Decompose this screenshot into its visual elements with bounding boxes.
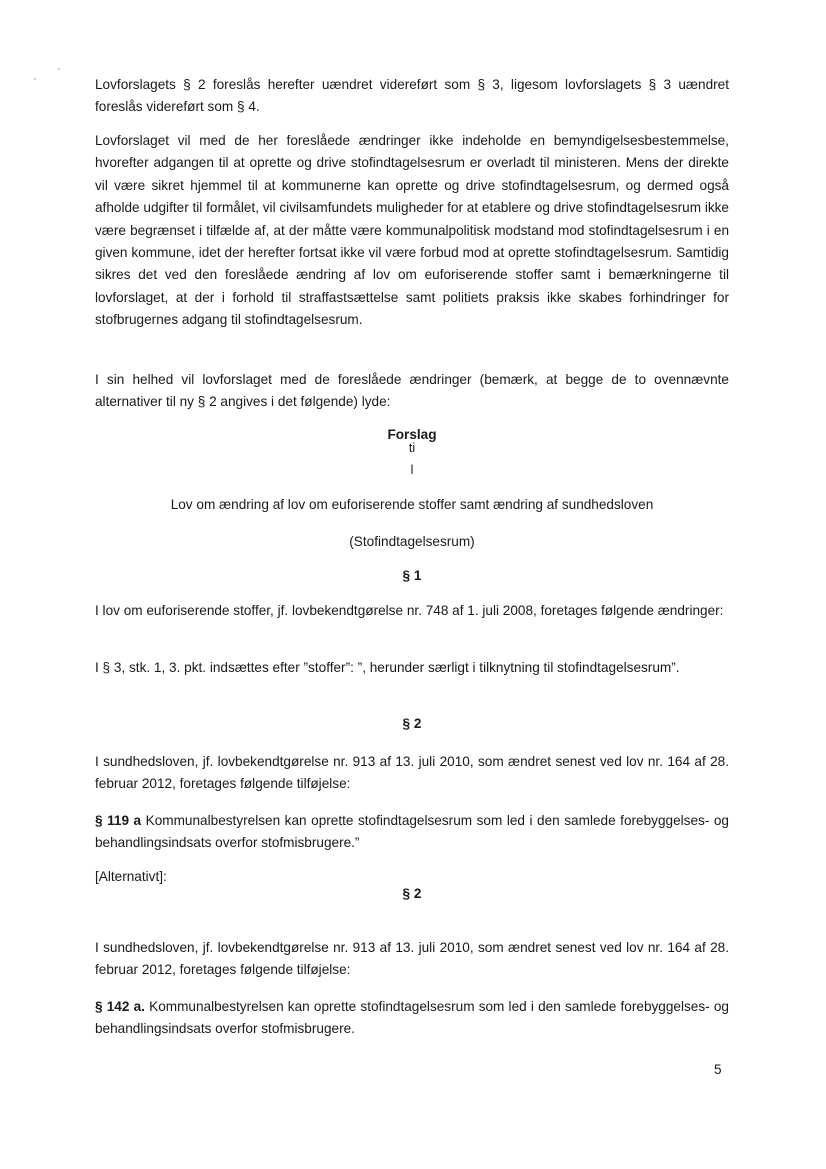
section-2-heading: § 2 [402,716,422,731]
provision-text: Kommunalbestyrelsen kan oprette stofindtagelsesrum som led i den samlede forebyggelses- og behandlingsindsats overfor stofmisbrugere.” [95,813,729,851]
provision-text: Kommunalbestyrelsen kan oprette stofindtagelsesrum som led i den samlede forebyggelses- og behandlingsindsats overfor stofmisbrugere. [95,999,729,1037]
provision-label: § 119 a [95,813,142,828]
scan-speck [58,68,60,70]
alternative-section-2-intro: I sundhedsloven, jf. lovbekendtgørelse nr. 913 af 13. juli 2010, som ændret senest ved lov nr. 164 af 28. februar 2012, foretages følgende tilføjelse: [95,940,729,978]
law-subtitle: (Stofindtagelsesrum) [349,534,475,549]
scan-speck [34,78,36,80]
section-2-intro: I sundhedsloven, jf. lovbekendtgørelse nr. 913 af 13. juli 2010, som ændret senest ved lov nr. 164 af 28. februar 2012, foretages følgende tilføjelse: [95,754,729,792]
paragraph-full-text-intro: I sin helhed vil lovforslaget med de foreslåede ændringer (bemærk, at begge de to ovennævnte alternativer til ny § 2 angives i det følgende) lyde: [95,372,729,410]
alternative-label: [Alternativt]: [95,869,167,884]
proposal-line-l: l [410,463,414,477]
section-1-amendment: I § 3, stk. 1, 3. pkt. indsættes efter ”stoffer”: ”, herunder særligt i tilknytning til stofindtagelsesrum”. [95,660,680,675]
page-number: 5 [714,1062,722,1077]
alternative-section-2-provision [95,996,729,1041]
paragraph-renumbering: Lovforslagets § 2 foreslås herefter uændret videreført som § 3, ligesom lovforslagets § 3 uændret foreslås videreført som § 4. [95,77,729,115]
law-title: Lov om ændring af lov om euforiserende stoffer samt ændring af sundhedsloven [170,497,654,512]
proposal-heading: Forslag [387,427,437,442]
proposal-line-ti: ti [408,441,416,455]
section-2-provision [95,810,729,855]
provision-label: § 142 a. [95,999,145,1014]
section-1-intro: I lov om euforiserende stoffer, jf. lovbekendtgørelse nr. 748 af 1. juli 2008, foretages følgende ændringer: [95,603,724,618]
alternative-section-2-heading: § 2 [402,886,422,901]
section-1-heading: § 1 [402,568,422,583]
paragraph-explanation: Lovforslaget vil med de her foreslåede ændringer ikke indeholde en bemyndigelsesbestemmelse, hvorefter adgangen til at oprette og drive stofindtagelsesrum er overladt til ministeren. Mens der direkte vil være sikret hjemmel til at kommunerne kan oprette og drive stofindtagelsesrum, og dermed også afholde udgifter til formålet, vil civilsamfundets muligheder for at etablere og drive stofindtagelsesrum ikke være begrænset i tilfælde af, at der måtte være kommunalpolitisk modstand mod stofindtagelsesrum i en given kommune, idet der herefter fortsat ikke vil være forbud mod at oprette stofindtagelsesrum. Samtidig sikres det ved den foreslåede ændring af lov om euforiserende stoffer samt i bemærkningerne til lovforslaget, at der i forhold til straffastsættelse samt politiets praksis ikke skabes forhindringer for stofbrugernes adgang til stofindtagelsesrum. [95,133,729,328]
